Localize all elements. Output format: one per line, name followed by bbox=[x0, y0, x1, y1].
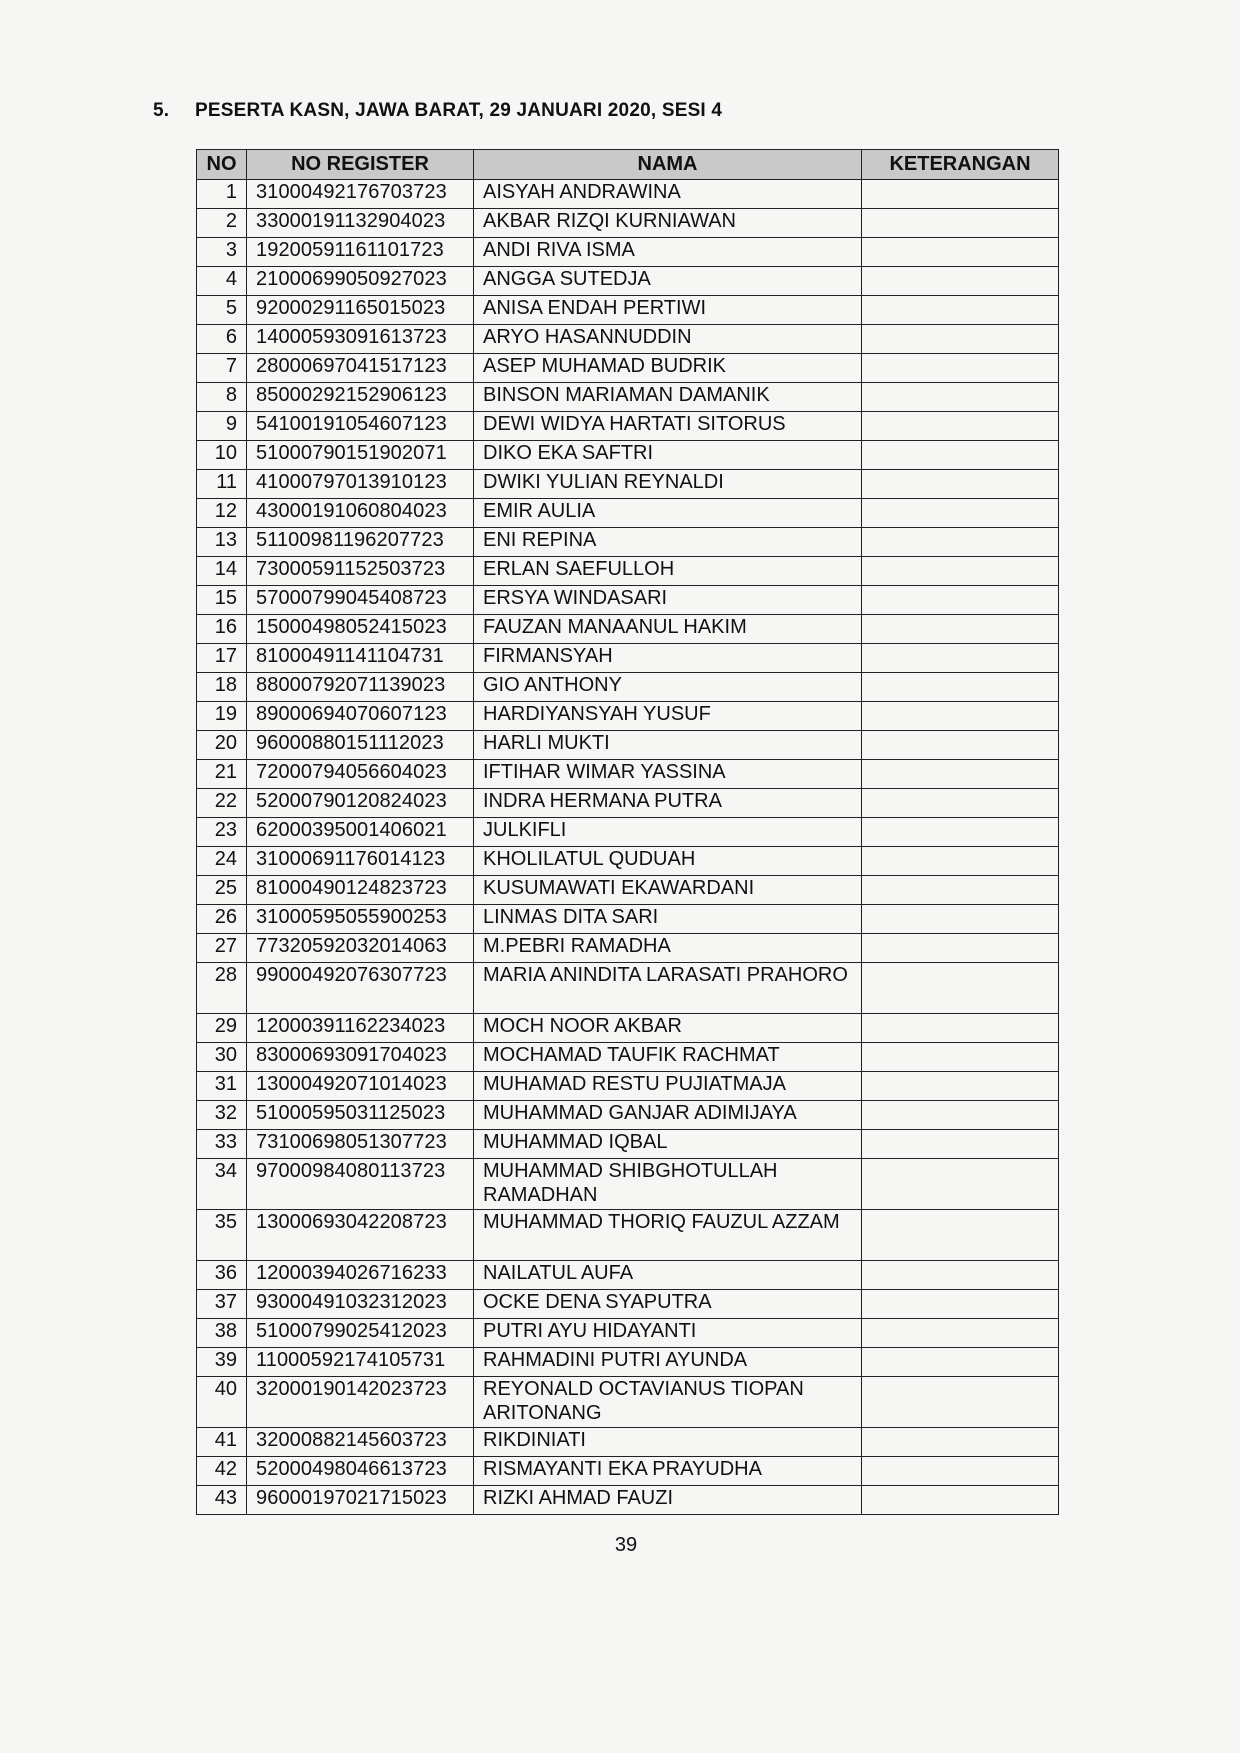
cell-no: 34 bbox=[197, 1159, 247, 1210]
cell-nama: MUHAMAD RESTU PUJIATMAJA bbox=[474, 1072, 862, 1101]
table-body bbox=[197, 180, 1059, 1515]
cell-no: 2 bbox=[197, 209, 247, 238]
table-row bbox=[197, 354, 1059, 383]
page-number: 39 bbox=[614, 1534, 638, 1556]
section-number: 5. bbox=[153, 100, 170, 121]
cell-no: 32 bbox=[197, 1101, 247, 1130]
table-row bbox=[197, 1428, 1059, 1457]
cell-keterangan bbox=[862, 934, 1059, 963]
cell-nama: ANGGA SUTEDJA bbox=[474, 267, 862, 296]
cell-no-register: 31000691176014123 bbox=[247, 847, 474, 876]
cell-no: 16 bbox=[197, 615, 247, 644]
cell-keterangan bbox=[862, 1348, 1059, 1377]
table-row bbox=[197, 1210, 1059, 1261]
cell-nama: DWIKI YULIAN REYNALDI bbox=[474, 470, 862, 499]
cell-keterangan bbox=[862, 354, 1059, 383]
table-row bbox=[197, 1486, 1059, 1515]
cell-no: 3 bbox=[197, 238, 247, 267]
cell-no: 10 bbox=[197, 441, 247, 470]
cell-keterangan bbox=[862, 1428, 1059, 1457]
cell-no-register: 11000592174105731 bbox=[247, 1348, 474, 1377]
cell-nama: FAUZAN MANAANUL HAKIM bbox=[474, 615, 862, 644]
cell-no-register: 51000595031125023 bbox=[247, 1101, 474, 1130]
cell-no-register: 28000697041517123 bbox=[247, 354, 474, 383]
cell-no-register: 14000593091613723 bbox=[247, 325, 474, 354]
cell-nama: RIKDINIATI bbox=[474, 1428, 862, 1457]
cell-nama: IFTIHAR WIMAR YASSINA bbox=[474, 760, 862, 789]
cell-nama: MUHAMMAD GANJAR ADIMIJAYA bbox=[474, 1101, 862, 1130]
cell-no-register: 32000882145603723 bbox=[247, 1428, 474, 1457]
cell-nama: ENI REPINA bbox=[474, 528, 862, 557]
cell-no: 31 bbox=[197, 1072, 247, 1101]
cell-no-register: 83000693091704023 bbox=[247, 1043, 474, 1072]
table-row bbox=[197, 1290, 1059, 1319]
cell-nama: LINMAS DITA SARI bbox=[474, 905, 862, 934]
cell-no-register: 54100191054607123 bbox=[247, 412, 474, 441]
cell-keterangan bbox=[862, 499, 1059, 528]
cell-nama: MOCHAMAD TAUFIK RACHMAT bbox=[474, 1043, 862, 1072]
cell-no: 24 bbox=[197, 847, 247, 876]
table-row bbox=[197, 470, 1059, 499]
table-row bbox=[197, 441, 1059, 470]
cell-no-register: 96000880151112023 bbox=[247, 731, 474, 760]
cell-keterangan bbox=[862, 673, 1059, 702]
cell-keterangan bbox=[862, 1210, 1059, 1261]
cell-nama: GIO ANTHONY bbox=[474, 673, 862, 702]
table-row bbox=[197, 296, 1059, 325]
table-row bbox=[197, 528, 1059, 557]
cell-keterangan bbox=[862, 1457, 1059, 1486]
cell-no-register: 13000693042208723 bbox=[247, 1210, 474, 1261]
cell-no-register: 62000395001406021 bbox=[247, 818, 474, 847]
cell-no: 38 bbox=[197, 1319, 247, 1348]
cell-nama: KHOLILATUL QUDUAH bbox=[474, 847, 862, 876]
cell-no-register: 32000190142023723 bbox=[247, 1377, 474, 1428]
cell-nama: EMIR AULIA bbox=[474, 499, 862, 528]
table-row bbox=[197, 1043, 1059, 1072]
cell-no-register: 85000292152906123 bbox=[247, 383, 474, 412]
table-row bbox=[197, 847, 1059, 876]
table-row bbox=[197, 876, 1059, 905]
cell-keterangan bbox=[862, 441, 1059, 470]
cell-no: 12 bbox=[197, 499, 247, 528]
table-row bbox=[197, 1261, 1059, 1290]
cell-keterangan bbox=[862, 383, 1059, 412]
cell-keterangan bbox=[862, 905, 1059, 934]
cell-keterangan bbox=[862, 1486, 1059, 1515]
cell-nama: RAHMADINI PUTRI AYUNDA bbox=[474, 1348, 862, 1377]
cell-keterangan bbox=[862, 412, 1059, 441]
table-row bbox=[197, 905, 1059, 934]
cell-nama: PUTRI AYU HIDAYANTI bbox=[474, 1319, 862, 1348]
cell-keterangan bbox=[862, 1072, 1059, 1101]
cell-no-register: 52000790120824023 bbox=[247, 789, 474, 818]
cell-keterangan bbox=[862, 615, 1059, 644]
section-heading bbox=[153, 100, 722, 122]
cell-no-register: 51000799025412023 bbox=[247, 1319, 474, 1348]
cell-no-register: 77320592032014063 bbox=[247, 934, 474, 963]
cell-keterangan bbox=[862, 1377, 1059, 1428]
cell-nama: MUHAMMAD IQBAL bbox=[474, 1130, 862, 1159]
cell-no-register: 41000797013910123 bbox=[247, 470, 474, 499]
cell-no: 18 bbox=[197, 673, 247, 702]
cell-no-register: 19200591161101723 bbox=[247, 238, 474, 267]
cell-no: 37 bbox=[197, 1290, 247, 1319]
table-row bbox=[197, 209, 1059, 238]
table-row bbox=[197, 1072, 1059, 1101]
table-row bbox=[197, 615, 1059, 644]
table-row bbox=[197, 586, 1059, 615]
cell-nama: NAILATUL AUFA bbox=[474, 1261, 862, 1290]
cell-nama: ASEP MUHAMAD BUDRIK bbox=[474, 354, 862, 383]
cell-keterangan bbox=[862, 238, 1059, 267]
cell-no-register: 31000492176703723 bbox=[247, 180, 474, 209]
cell-no-register: 97000984080113723 bbox=[247, 1159, 474, 1210]
cell-nama: JULKIFLI bbox=[474, 818, 862, 847]
table-row bbox=[197, 1159, 1059, 1210]
cell-no-register: 57000799045408723 bbox=[247, 586, 474, 615]
cell-no: 5 bbox=[197, 296, 247, 325]
cell-keterangan bbox=[862, 470, 1059, 499]
cell-no-register: 93000491032312023 bbox=[247, 1290, 474, 1319]
cell-keterangan bbox=[862, 586, 1059, 615]
cell-no: 30 bbox=[197, 1043, 247, 1072]
cell-no-register: 33000191132904023 bbox=[247, 209, 474, 238]
cell-no: 25 bbox=[197, 876, 247, 905]
cell-no: 20 bbox=[197, 731, 247, 760]
table-row bbox=[197, 673, 1059, 702]
cell-no: 40 bbox=[197, 1377, 247, 1428]
participant-table bbox=[196, 149, 1059, 1515]
table-row bbox=[197, 731, 1059, 760]
cell-nama: FIRMANSYAH bbox=[474, 644, 862, 673]
table-row bbox=[197, 180, 1059, 209]
cell-no: 21 bbox=[197, 760, 247, 789]
cell-no-register: 99000492076307723 bbox=[247, 963, 474, 1014]
cell-nama: OCKE DENA SYAPUTRA bbox=[474, 1290, 862, 1319]
section-title: PESERTA KASN, JAWA BARAT, 29 JANUARI 2020, SESI 4 bbox=[195, 100, 723, 121]
cell-no-register: 96000197021715023 bbox=[247, 1486, 474, 1515]
cell-no-register: 31000595055900253 bbox=[247, 905, 474, 934]
cell-nama: BINSON MARIAMAN DAMANIK bbox=[474, 383, 862, 412]
cell-nama: ANISA ENDAH PERTIWI bbox=[474, 296, 862, 325]
cell-nama: HARLI MUKTI bbox=[474, 731, 862, 760]
cell-nama: MARIA ANINDITA LARASATI PRAHORO bbox=[474, 963, 862, 1014]
cell-no: 39 bbox=[197, 1348, 247, 1377]
cell-no: 13 bbox=[197, 528, 247, 557]
cell-keterangan bbox=[862, 644, 1059, 673]
cell-no-register: 12000394026716233 bbox=[247, 1261, 474, 1290]
table-row bbox=[197, 818, 1059, 847]
cell-nama: RIZKI AHMAD FAUZI bbox=[474, 1486, 862, 1515]
cell-keterangan bbox=[862, 267, 1059, 296]
cell-no-register: 88000792071139023 bbox=[247, 673, 474, 702]
table-row bbox=[197, 1348, 1059, 1377]
cell-no: 28 bbox=[197, 963, 247, 1014]
cell-no-register: 51000790151902071 bbox=[247, 441, 474, 470]
table-row bbox=[197, 325, 1059, 354]
cell-no-register: 81000491141104731 bbox=[247, 644, 474, 673]
cell-keterangan bbox=[862, 557, 1059, 586]
cell-nama: ARYO HASANNUDDIN bbox=[474, 325, 862, 354]
cell-no: 6 bbox=[197, 325, 247, 354]
table-row bbox=[197, 1014, 1059, 1043]
cell-no-register: 73000591152503723 bbox=[247, 557, 474, 586]
cell-nama: AISYAH ANDRAWINA bbox=[474, 180, 862, 209]
cell-no-register: 92000291165015023 bbox=[247, 296, 474, 325]
cell-keterangan bbox=[862, 702, 1059, 731]
cell-keterangan bbox=[862, 963, 1059, 1014]
cell-keterangan bbox=[862, 731, 1059, 760]
cell-no: 42 bbox=[197, 1457, 247, 1486]
cell-keterangan bbox=[862, 1101, 1059, 1130]
cell-no: 9 bbox=[197, 412, 247, 441]
cell-keterangan bbox=[862, 789, 1059, 818]
table-row bbox=[197, 383, 1059, 412]
cell-nama: DIKO EKA SAFTRI bbox=[474, 441, 862, 470]
cell-no: 11 bbox=[197, 470, 247, 499]
cell-no: 1 bbox=[197, 180, 247, 209]
cell-keterangan bbox=[862, 209, 1059, 238]
table-row bbox=[197, 702, 1059, 731]
cell-no: 41 bbox=[197, 1428, 247, 1457]
cell-no-register: 73100698051307723 bbox=[247, 1130, 474, 1159]
cell-no-register: 13000492071014023 bbox=[247, 1072, 474, 1101]
cell-no-register: 72000794056604023 bbox=[247, 760, 474, 789]
cell-no-register: 52000498046613723 bbox=[247, 1457, 474, 1486]
cell-keterangan bbox=[862, 528, 1059, 557]
cell-nama: M.PEBRI RAMADHA bbox=[474, 934, 862, 963]
table-row bbox=[197, 644, 1059, 673]
cell-no: 4 bbox=[197, 267, 247, 296]
cell-no: 35 bbox=[197, 1210, 247, 1261]
cell-no: 22 bbox=[197, 789, 247, 818]
cell-nama: INDRA HERMANA PUTRA bbox=[474, 789, 862, 818]
header-no-register: NO REGISTER bbox=[247, 150, 474, 180]
cell-no-register: 81000490124823723 bbox=[247, 876, 474, 905]
cell-no-register: 51100981196207723 bbox=[247, 528, 474, 557]
cell-nama: MUHAMMAD SHIBGHOTULLAH RAMADHAN bbox=[474, 1159, 862, 1210]
cell-no-register: 21000699050927023 bbox=[247, 267, 474, 296]
cell-keterangan bbox=[862, 760, 1059, 789]
table-row bbox=[197, 267, 1059, 296]
cell-nama: RISMAYANTI EKA PRAYUDHA bbox=[474, 1457, 862, 1486]
cell-keterangan bbox=[862, 1130, 1059, 1159]
table-row bbox=[197, 760, 1059, 789]
table-header-row bbox=[197, 150, 1059, 180]
cell-no: 19 bbox=[197, 702, 247, 731]
cell-nama: AKBAR RIZQI KURNIAWAN bbox=[474, 209, 862, 238]
cell-nama: HARDIYANSYAH YUSUF bbox=[474, 702, 862, 731]
table-row bbox=[197, 238, 1059, 267]
table-row bbox=[197, 1457, 1059, 1486]
table-row bbox=[197, 412, 1059, 441]
cell-no-register: 89000694070607123 bbox=[247, 702, 474, 731]
table-row bbox=[197, 557, 1059, 586]
table-row bbox=[197, 1377, 1059, 1428]
table-row bbox=[197, 499, 1059, 528]
cell-keterangan bbox=[862, 180, 1059, 209]
cell-no: 43 bbox=[197, 1486, 247, 1515]
cell-nama: ERSYA WINDASARI bbox=[474, 586, 862, 615]
table-row bbox=[197, 1130, 1059, 1159]
cell-no: 36 bbox=[197, 1261, 247, 1290]
cell-no: 26 bbox=[197, 905, 247, 934]
cell-keterangan bbox=[862, 1159, 1059, 1210]
cell-no-register: 15000498052415023 bbox=[247, 615, 474, 644]
cell-keterangan bbox=[862, 1290, 1059, 1319]
cell-keterangan bbox=[862, 1043, 1059, 1072]
cell-no: 33 bbox=[197, 1130, 247, 1159]
cell-no-register: 12000391162234023 bbox=[247, 1014, 474, 1043]
cell-keterangan bbox=[862, 847, 1059, 876]
cell-no-register: 43000191060804023 bbox=[247, 499, 474, 528]
cell-keterangan bbox=[862, 1014, 1059, 1043]
cell-nama: MUHAMMAD THORIQ FAUZUL AZZAM bbox=[474, 1210, 862, 1261]
cell-keterangan bbox=[862, 1319, 1059, 1348]
table-row bbox=[197, 934, 1059, 963]
cell-nama: MOCH NOOR AKBAR bbox=[474, 1014, 862, 1043]
cell-keterangan bbox=[862, 876, 1059, 905]
cell-nama: REYONALD OCTAVIANUS TIOPAN ARITONANG bbox=[474, 1377, 862, 1428]
cell-no: 29 bbox=[197, 1014, 247, 1043]
header-no: NO bbox=[197, 150, 247, 180]
table-row bbox=[197, 789, 1059, 818]
cell-no: 8 bbox=[197, 383, 247, 412]
cell-no: 15 bbox=[197, 586, 247, 615]
cell-no: 17 bbox=[197, 644, 247, 673]
cell-no: 27 bbox=[197, 934, 247, 963]
cell-nama: DEWI WIDYA HARTATI SITORUS bbox=[474, 412, 862, 441]
cell-nama: ANDI RIVA ISMA bbox=[474, 238, 862, 267]
cell-no: 14 bbox=[197, 557, 247, 586]
table-row bbox=[197, 963, 1059, 1014]
header-keterangan: KETERANGAN bbox=[862, 150, 1059, 180]
cell-nama: ERLAN SAEFULLOH bbox=[474, 557, 862, 586]
cell-keterangan bbox=[862, 296, 1059, 325]
cell-keterangan bbox=[862, 818, 1059, 847]
cell-keterangan bbox=[862, 1261, 1059, 1290]
cell-keterangan bbox=[862, 325, 1059, 354]
cell-nama: KUSUMAWATI EKAWARDANI bbox=[474, 876, 862, 905]
cell-no: 7 bbox=[197, 354, 247, 383]
table-row bbox=[197, 1101, 1059, 1130]
header-nama: NAMA bbox=[474, 150, 862, 180]
table-row bbox=[197, 1319, 1059, 1348]
cell-no: 23 bbox=[197, 818, 247, 847]
